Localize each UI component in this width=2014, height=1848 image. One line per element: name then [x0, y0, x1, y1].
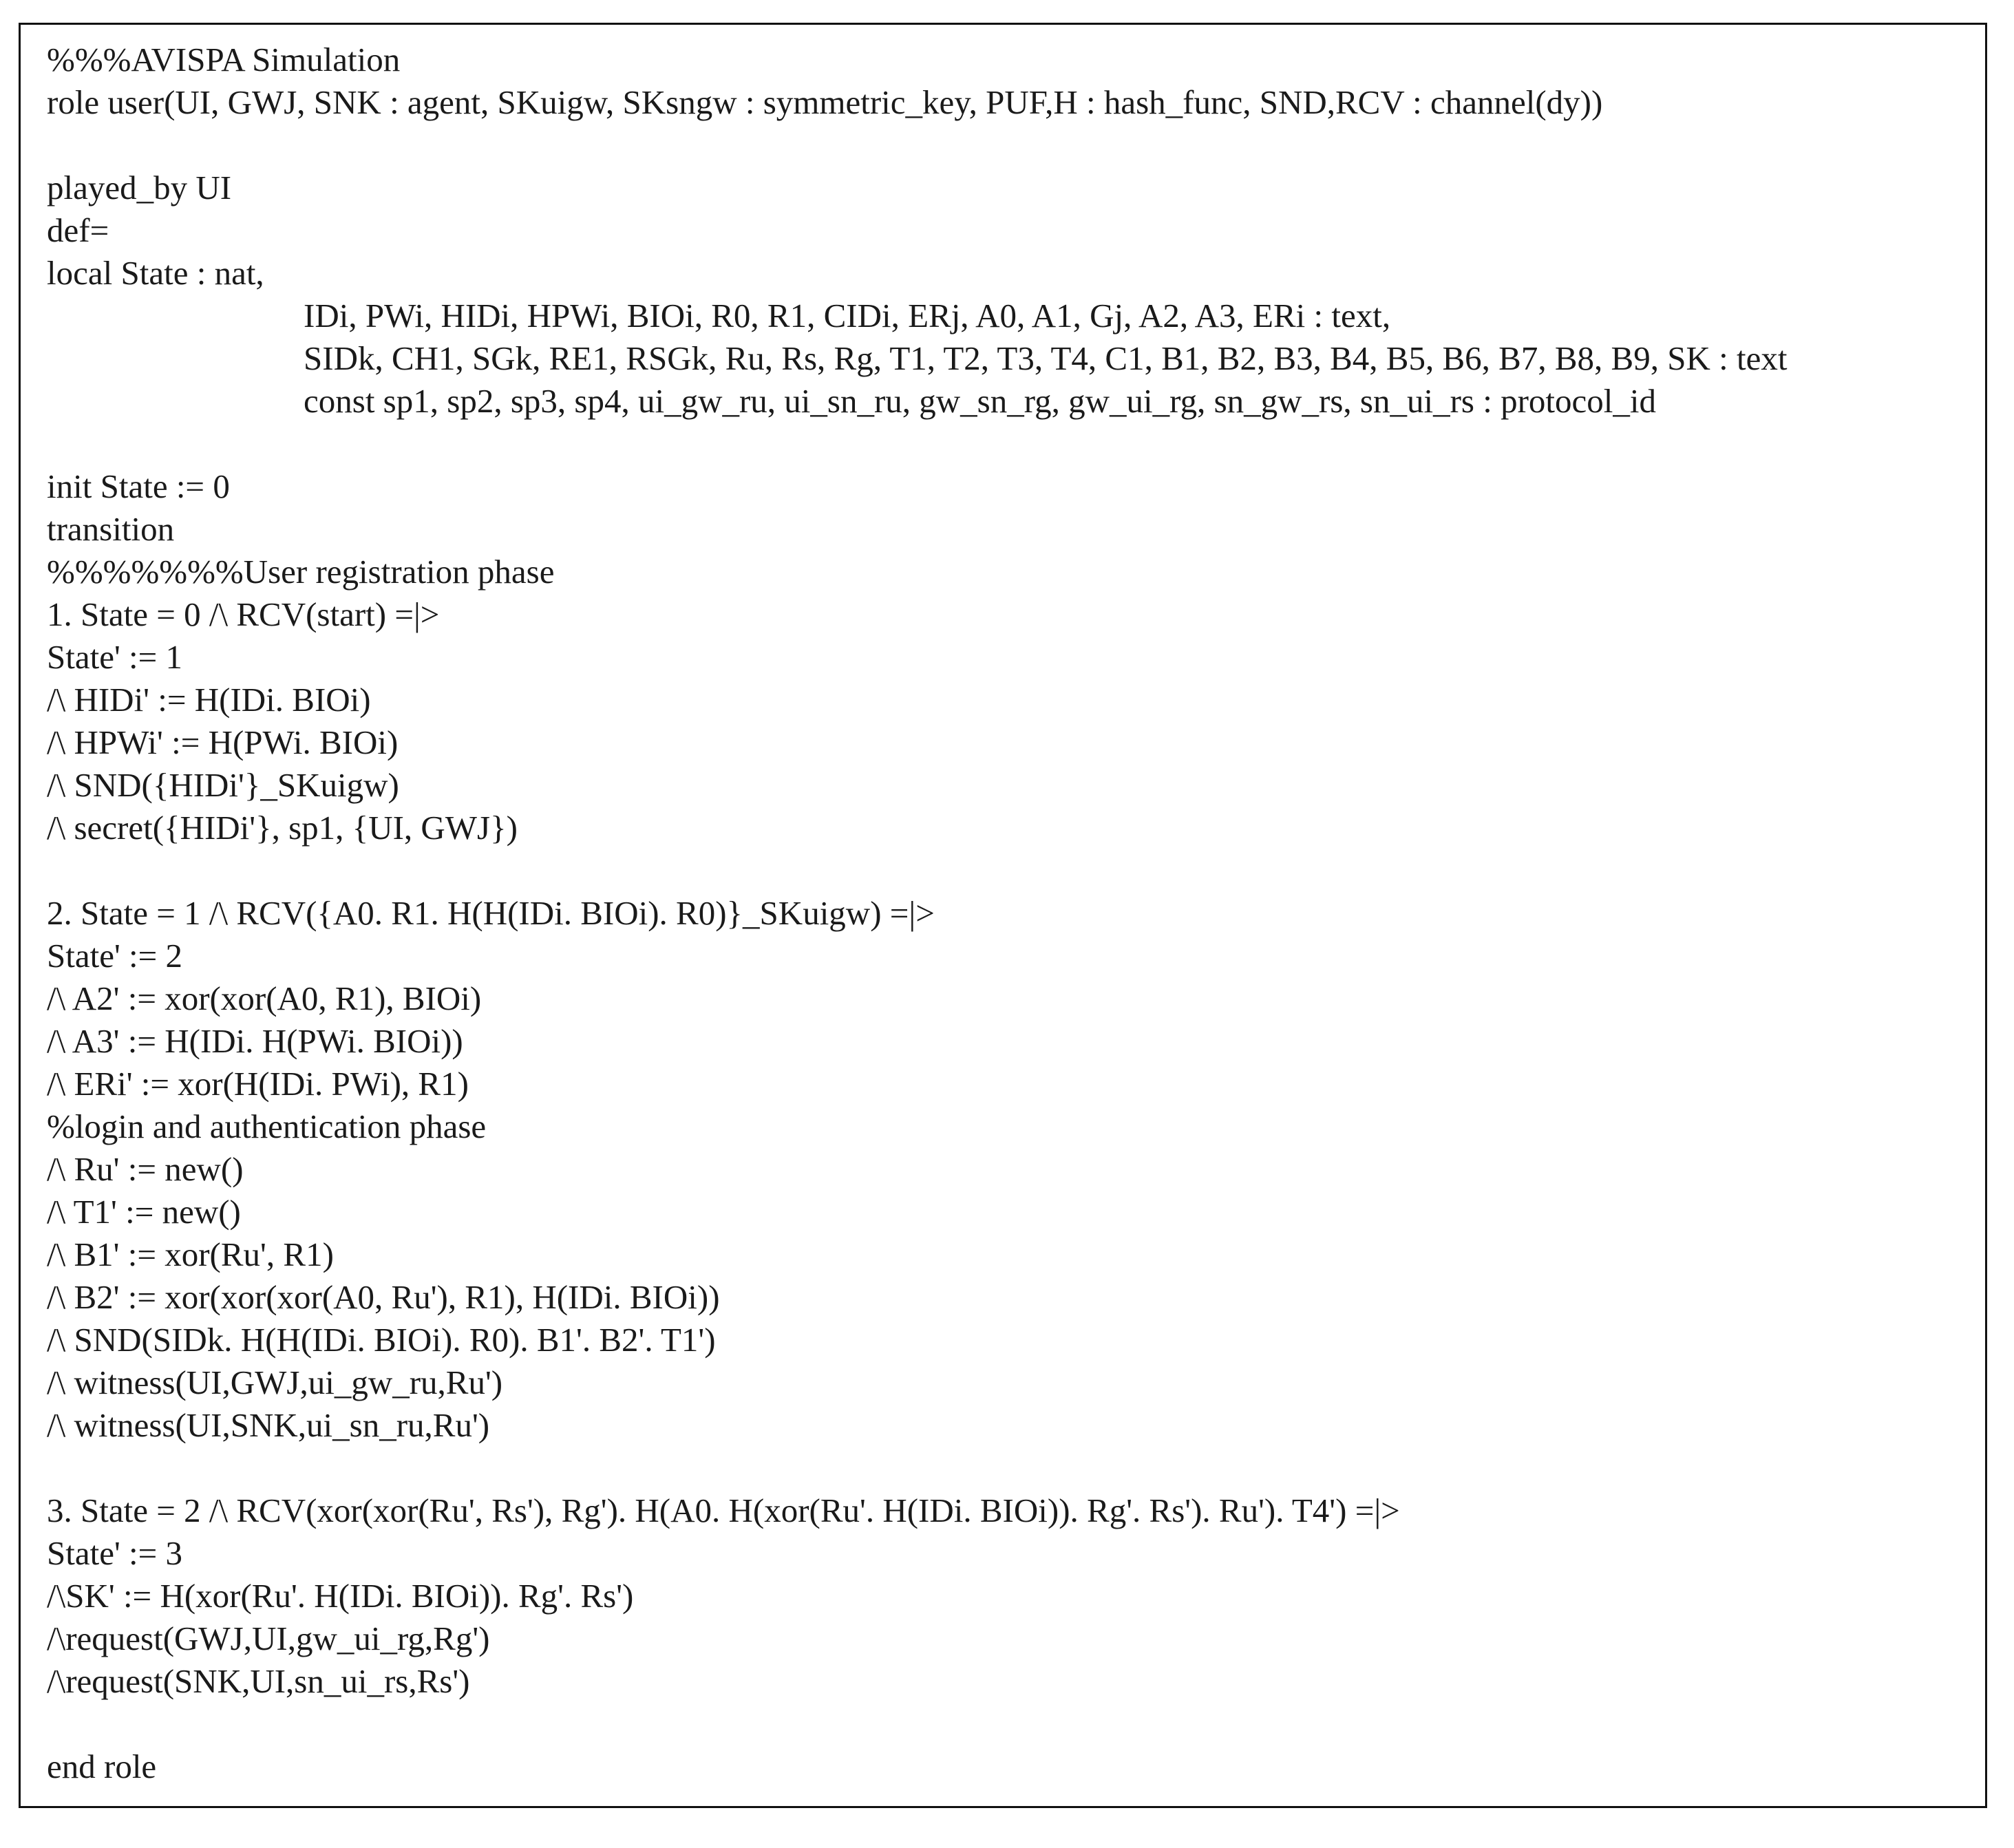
code-line: role user(UI, GWJ, SNK : agent, SKuigw, SKsngw : symmetric_key, PUF,H : hash_func, SND,RCV : channel(dy))	[47, 83, 1603, 121]
blank-line	[47, 1703, 1787, 1745]
code-line: /\ SND(SIDk. H(H(IDi. BIOi). R0). B1'. B2'. T1')	[47, 1321, 716, 1359]
code-line: /\ secret({HIDi'}, sp1, {UI, GWJ})	[47, 809, 518, 847]
code-line: /\ HIDi' := H(IDi. BIOi)	[47, 681, 371, 719]
code-line: /\ ERi' := xor(H(IDi. PWi), R1)	[47, 1065, 469, 1103]
blank-line	[47, 1447, 1787, 1489]
code-line: init State := 0	[47, 467, 230, 505]
code-line: /\ witness(UI,SNK,ui_sn_ru,Ru')	[47, 1406, 490, 1444]
code-line: %%%%%%%User registration phase	[47, 553, 555, 591]
code-line: /\ B1' := xor(Ru', R1)	[47, 1235, 334, 1273]
code-listing	[47, 39, 1787, 1788]
code-line: /\ A2' := xor(xor(A0, R1), BIOi)	[47, 979, 482, 1017]
code-line: %%%AVISPA Simulation	[47, 41, 401, 78]
code-line: SIDk, CH1, SGk, RE1, RSGk, Ru, Rs, Rg, T1, T2, T3, T4, C1, B1, B2, B3, B4, B5, B6, B7, B8, B9, SK : text	[304, 339, 1788, 377]
code-line: /\ B2' := xor(xor(xor(A0, Ru'), R1), H(IDi. BIOi))	[47, 1278, 720, 1316]
code-line: State' := 1	[47, 638, 183, 676]
code-line: State' := 3	[47, 1534, 183, 1572]
code-line: /\request(GWJ,UI,gw_ui_rg,Rg')	[47, 1619, 490, 1657]
code-line: 3. State = 2 /\ RCV(xor(xor(Ru', Rs'), Rg'). H(A0. H(xor(Ru'. H(IDi. BIOi)). Rg'. Rs'). Ru'). T4') =|>	[47, 1491, 1400, 1529]
code-listing-box	[19, 23, 1987, 1808]
code-line: transition	[47, 510, 175, 548]
code-line: 1. State = 0 /\ RCV(start) =|>	[47, 595, 440, 633]
code-line: /\ A3' := H(IDi. H(PWi. BIOi))	[47, 1022, 463, 1060]
code-line: %login and authentication phase	[47, 1107, 487, 1145]
code-line: /\ witness(UI,GWJ,ui_gw_ru,Ru')	[47, 1363, 503, 1401]
code-line: /\ Ru' := new()	[47, 1150, 244, 1188]
code-line: /\ HPWi' := H(PWi. BIOi)	[47, 723, 399, 761]
blank-line	[47, 423, 1787, 465]
code-line: /\ SND({HIDi'}_SKuigw)	[47, 766, 399, 804]
blank-line	[47, 124, 1787, 167]
code-line: 2. State = 1 /\ RCV({A0. R1. H(H(IDi. BIOi). R0)}_SKuigw) =|>	[47, 894, 935, 932]
code-line: def=	[47, 211, 109, 249]
code-line: played_by UI	[47, 169, 232, 206]
code-line: IDi, PWi, HIDi, HPWi, BIOi, R0, R1, CIDi, ERj, A0, A1, Gj, A2, A3, ERi : text,	[304, 297, 1391, 334]
code-line: const sp1, sp2, sp3, sp4, ui_gw_ru, ui_sn_ru, gw_sn_rg, gw_ui_rg, sn_gw_rs, sn_ui_rs : protocol_id	[304, 382, 1657, 420]
blank-line	[47, 849, 1787, 892]
code-line: /\SK' := H(xor(Ru'. H(IDi. BIOi)). Rg'. Rs')	[47, 1577, 634, 1615]
code-line: end role	[47, 1748, 157, 1785]
code-line: local State : nat,	[47, 254, 264, 292]
code-line: /\request(SNK,UI,sn_ui_rs,Rs')	[47, 1662, 470, 1700]
code-line: State' := 2	[47, 937, 183, 975]
code-line: /\ T1' := new()	[47, 1193, 241, 1231]
